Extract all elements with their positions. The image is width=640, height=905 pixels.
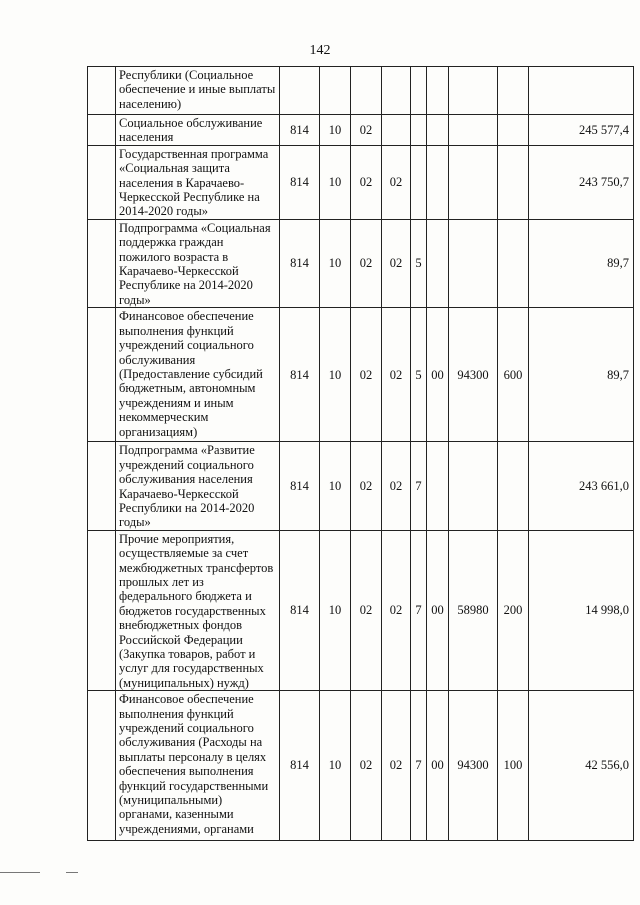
main-event-code-cell: 00 (427, 691, 449, 841)
expense-type-cell: 200 (498, 530, 529, 690)
expense-type-cell (498, 442, 529, 530)
table-body (88, 67, 634, 841)
ministry-code-cell: 814 (280, 442, 320, 530)
subprogram-code-cell: 7 (411, 530, 427, 690)
table-row (88, 442, 634, 530)
subprogram-code-cell: 5 (411, 308, 427, 442)
section-code-cell (320, 67, 351, 115)
program-code-cell: 02 (382, 530, 411, 690)
item-name-cell: Социальное обслуживание населения (116, 115, 280, 146)
row-number-cell (88, 145, 116, 219)
amount-cell: 89,7 (529, 308, 634, 442)
subprogram-code-cell (411, 115, 427, 146)
subprogram-code-cell (411, 67, 427, 115)
table-row (88, 145, 634, 219)
table-row (88, 115, 634, 146)
table-row (88, 691, 634, 841)
expense-type-cell: 100 (498, 691, 529, 841)
direction-code-cell (449, 115, 498, 146)
ministry-code-cell: 814 (280, 308, 320, 442)
direction-code-cell (449, 442, 498, 530)
program-code-cell: 02 (382, 691, 411, 841)
direction-code-cell (449, 219, 498, 307)
item-name-cell: Финансовое обеспечение выполнения функций учреждений социального обслуживания (Предоставление субсидий бюджетным, автономным учреждениям и иным некоммерческим организациям) (116, 308, 280, 442)
row-number-cell (88, 530, 116, 690)
section-code-cell: 10 (320, 691, 351, 841)
table-row (88, 530, 634, 690)
ministry-code-cell: 814 (280, 145, 320, 219)
amount-cell: 243 661,0 (529, 442, 634, 530)
main-event-code-cell (427, 442, 449, 530)
ministry-code-cell: 814 (280, 115, 320, 146)
item-name-cell: Подпрограмма «Социальная поддержка граждан пожилого возраста в Карачаево-Черкесской Республике на 2014-2020 годы» (116, 219, 280, 307)
section-code-cell: 10 (320, 219, 351, 307)
table-row (88, 67, 634, 115)
subprogram-code-cell: 7 (411, 442, 427, 530)
section-code-cell: 10 (320, 442, 351, 530)
page-number: 142 (309, 43, 331, 58)
section-code-cell: 10 (320, 145, 351, 219)
subprogram-code-cell (411, 145, 427, 219)
scan-artifact-line (66, 872, 78, 873)
ministry-code-cell (280, 67, 320, 115)
main-event-code-cell (427, 67, 449, 115)
amount-cell: 243 750,7 (529, 145, 634, 219)
subsection-code-cell: 02 (351, 691, 382, 841)
subsection-code-cell: 02 (351, 442, 382, 530)
program-code-cell (382, 67, 411, 115)
section-code-cell: 10 (320, 308, 351, 442)
main-event-code-cell (427, 115, 449, 146)
table-row (88, 219, 634, 307)
row-number-cell (88, 219, 116, 307)
subsection-code-cell: 02 (351, 219, 382, 307)
direction-code-cell (449, 67, 498, 115)
table-row (88, 308, 634, 442)
amount-cell: 42 556,0 (529, 691, 634, 841)
ministry-code-cell: 814 (280, 219, 320, 307)
row-number-cell (88, 442, 116, 530)
amount-cell (529, 67, 634, 115)
program-code-cell: 02 (382, 145, 411, 219)
expense-type-cell (498, 145, 529, 219)
subsection-code-cell (351, 67, 382, 115)
section-code-cell: 10 (320, 115, 351, 146)
item-name-cell: Подпрограмма «Развитие учреждений социального обслуживания населения Карачаево-Черкесской Республики на 2014-2020 годы» (116, 442, 280, 530)
expense-type-cell: 600 (498, 308, 529, 442)
row-number-cell (88, 67, 116, 115)
expense-type-cell (498, 115, 529, 146)
row-number-cell (88, 115, 116, 146)
item-name-cell: Государственная программа «Социальная защита населения в Карачаево-Черкесской Республике на 2014-2020 годы» (116, 145, 280, 219)
program-code-cell: 02 (382, 442, 411, 530)
subprogram-code-cell: 5 (411, 219, 427, 307)
section-code-cell: 10 (320, 530, 351, 690)
ministry-code-cell: 814 (280, 530, 320, 690)
direction-code-cell: 94300 (449, 691, 498, 841)
row-number-cell (88, 691, 116, 841)
subsection-code-cell: 02 (351, 308, 382, 442)
program-code-cell (382, 115, 411, 146)
amount-cell: 89,7 (529, 219, 634, 307)
program-code-cell: 02 (382, 308, 411, 442)
subprogram-code-cell: 7 (411, 691, 427, 841)
amount-cell: 14 998,0 (529, 530, 634, 690)
item-name-cell: Финансовое обеспечение выполнения функций учреждений социального обслуживания (Расходы на выплаты персоналу в целях обеспечения выполнения функций государственными (муниципальными) органами, казенными учреждениями, органами (116, 691, 280, 841)
budget-table (87, 66, 634, 841)
direction-code-cell: 94300 (449, 308, 498, 442)
direction-code-cell: 58980 (449, 530, 498, 690)
amount-cell: 245 577,4 (529, 115, 634, 146)
subsection-code-cell: 02 (351, 115, 382, 146)
main-event-code-cell: 00 (427, 530, 449, 690)
subsection-code-cell: 02 (351, 530, 382, 690)
main-event-code-cell (427, 219, 449, 307)
subsection-code-cell: 02 (351, 145, 382, 219)
scan-artifact-line (0, 872, 40, 873)
main-event-code-cell: 00 (427, 308, 449, 442)
ministry-code-cell: 814 (280, 691, 320, 841)
row-number-cell (88, 308, 116, 442)
program-code-cell: 02 (382, 219, 411, 307)
main-event-code-cell (427, 145, 449, 219)
item-name-cell: Республики (Социальное обеспечение и иные выплаты населению) (116, 67, 280, 115)
expense-type-cell (498, 219, 529, 307)
direction-code-cell (449, 145, 498, 219)
item-name-cell: Прочие мероприятия, осуществляемые за счет межбюджетных трансфертов прошлых лет из федерального бюджета и бюджетов государственных внебюджетных фондов Российской Федерации (Закупка товаров, работ и услуг для государственных (муниципальных) нужд) (116, 530, 280, 690)
expense-type-cell (498, 67, 529, 115)
